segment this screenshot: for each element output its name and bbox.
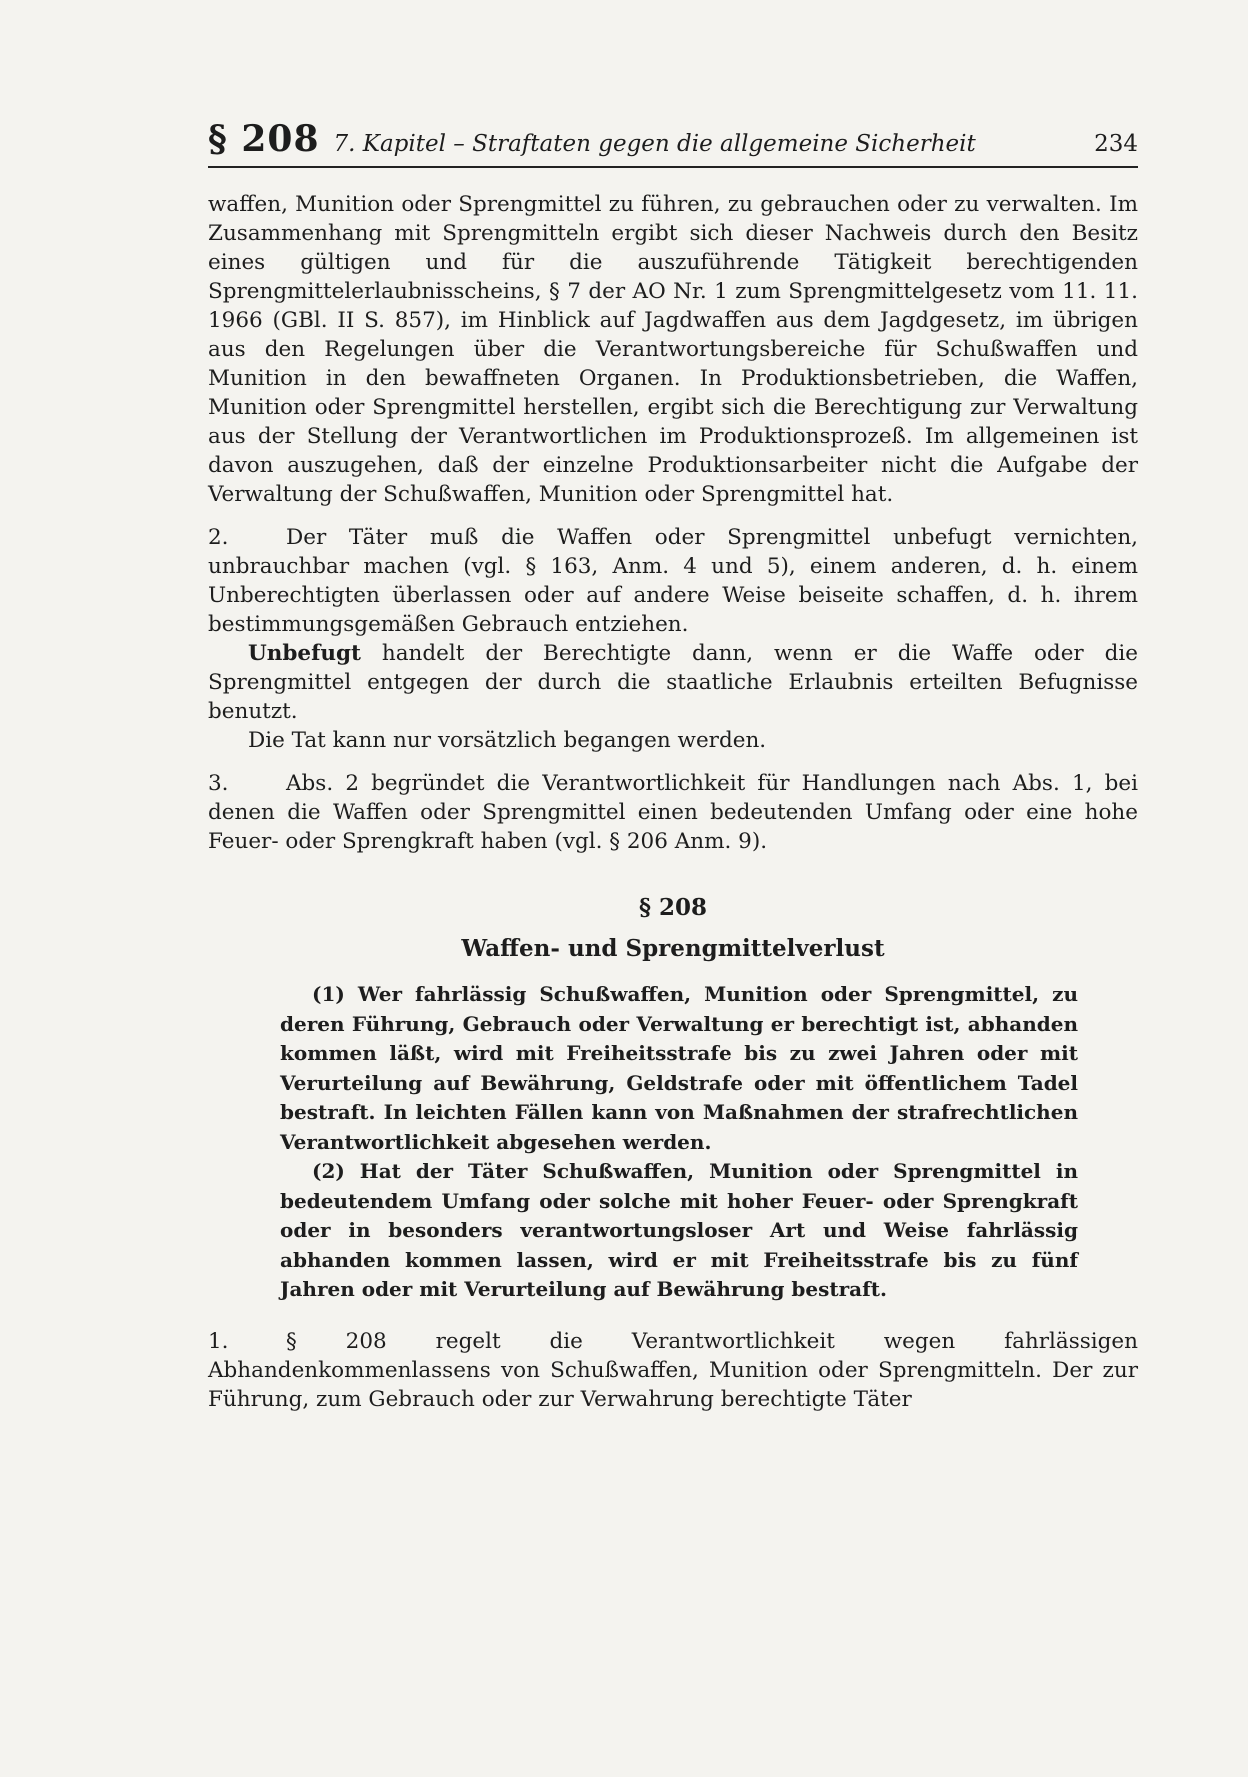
annotation-2: [208, 523, 1138, 755]
annotation-2-body: Der Täter muß die Waffen oder Sprengmittel unbefugt vernichten, unbrauchbar machen (vgl. § 163, Anm. 4 und 5), einem anderen, d. h. einem Unberechtigten überlassen oder auf andere Weise beiseite schaffen, d. h. ihrem bestimmungsgemäßen Gebrauch entziehen.: [208, 525, 1138, 637]
annotation-3-text: [208, 769, 1138, 856]
page-number: 234: [1094, 131, 1138, 157]
annotation-2-bold-word: Unbefugt: [248, 641, 361, 666]
header-chapter-title: 7. Kapitel – Straftaten gegen die allgemeine Sicherheit: [333, 131, 976, 157]
section-title: Waffen- und Sprengmittelverlust: [461, 935, 885, 962]
intro-paragraph: waffen, Munition oder Sprengmittel zu führen, zu gebrauchen oder zu verwalten. Im Zusammenhang mit Sprengmitteln ergibt sich dieser Nachweis durch den Besitz eines gültigen und für die auszuführende Tätigkeit berechtigenden Sprengmittelerlaubnisscheins, § 7 der AO Nr. 1 zum Sprengmittelgesetz vom 11. 11. 1966 (GBl. II S. 857), im Hinblick auf Jagdwaffen aus dem Jagdgesetz, im übrigen aus den Regelungen über die Verantwortungsbereiche für Schußwaffen und Munition in den bewaffneten Organen. In Produktionsbetrieben, die Waffen, Munition oder Sprengmittel herstellen, ergibt sich die Berechtigung zur Verwaltung aus der Stellung der Verantwortlichen im Produktionsprozeß. Im allgemeinen ist davon auszugehen, daß der einzelne Produktionsarbeiter nicht die Aufgabe der Verwaltung der Schußwaffen, Munition oder Sprengmittel hat.: [208, 192, 1138, 507]
annotation-1-number: 1.: [208, 1328, 229, 1354]
document-page: [208, 118, 1138, 1414]
annotation-2-number: 2.: [208, 525, 229, 550]
annotation-3: [208, 769, 1138, 856]
annotation-2-unbefugt: [208, 639, 1138, 726]
statute-paragraph-1: (1) Wer fahrlässig Schußwaffen, Munition oder Sprengmittel, zu deren Führung, Gebrauch oder Verwaltung er berechtigt ist, abhanden kommen läßt, wird mit Freiheitsstrafe bis zu zwei Jahren oder mit Verurteilung auf Bewährung, Geldstrafe oder mit öffentlichem Tadel bestraft. In leichten Fällen kann von Maßnahmen der strafrechtlichen Verantwortlichkeit abgesehen werden.: [280, 982, 1078, 1154]
annotation-1: [208, 1327, 1138, 1414]
annotation-1-body: § 208 regelt die Verantwortlichkeit wegen fahrlässigen Abhandenkommenlassens von Schußwaffen, Munition oder Sprengmitteln. Der zur Führung, zum Gebrauch oder zur Verwahrung berechtigte Täter: [208, 1328, 1138, 1412]
annotation-1-text: [208, 1327, 1138, 1414]
annotation-2-body-c: Die Tat kann nur vorsätzlich begangen werden.: [248, 728, 767, 753]
annotation-3-number: 3.: [208, 771, 229, 796]
header-section-number: § 208: [208, 118, 320, 160]
statute-paragraph-2: (2) Hat der Täter Schußwaffen, Munition oder Sprengmittel in bedeutendem Umfang oder solche mit hoher Feuer- oder Sprengkraft oder in besonders verantwortungsloser Art und Weise fahrlässig abhanden kommen lassen, wird er mit Freiheitsstrafe bis zu fünf Jahren oder mit Verurteilung auf Bewährung bestraft.: [280, 1159, 1078, 1301]
annotation-3-body: Abs. 2 begründet die Verantwortlichkeit für Handlungen nach Abs. 1, bei denen die Waffen oder Sprengmittel einen bedeutenden Umfang oder eine hohe Feuer- oder Sprengkraft haben (vgl. § 206 Anm. 9).: [208, 771, 1138, 854]
section-number: § 208: [638, 894, 708, 921]
page-header: [208, 118, 1138, 168]
statute-text: [280, 980, 1078, 1305]
annotation-2-body-b: handelt der Berechtigte dann, wenn er die Waffe oder die Sprengmittel entgegen der durch die staatliche Erlaubnis erteilten Befugnisse benutzt.: [208, 641, 1138, 724]
annotation-2-text: [208, 523, 1138, 639]
